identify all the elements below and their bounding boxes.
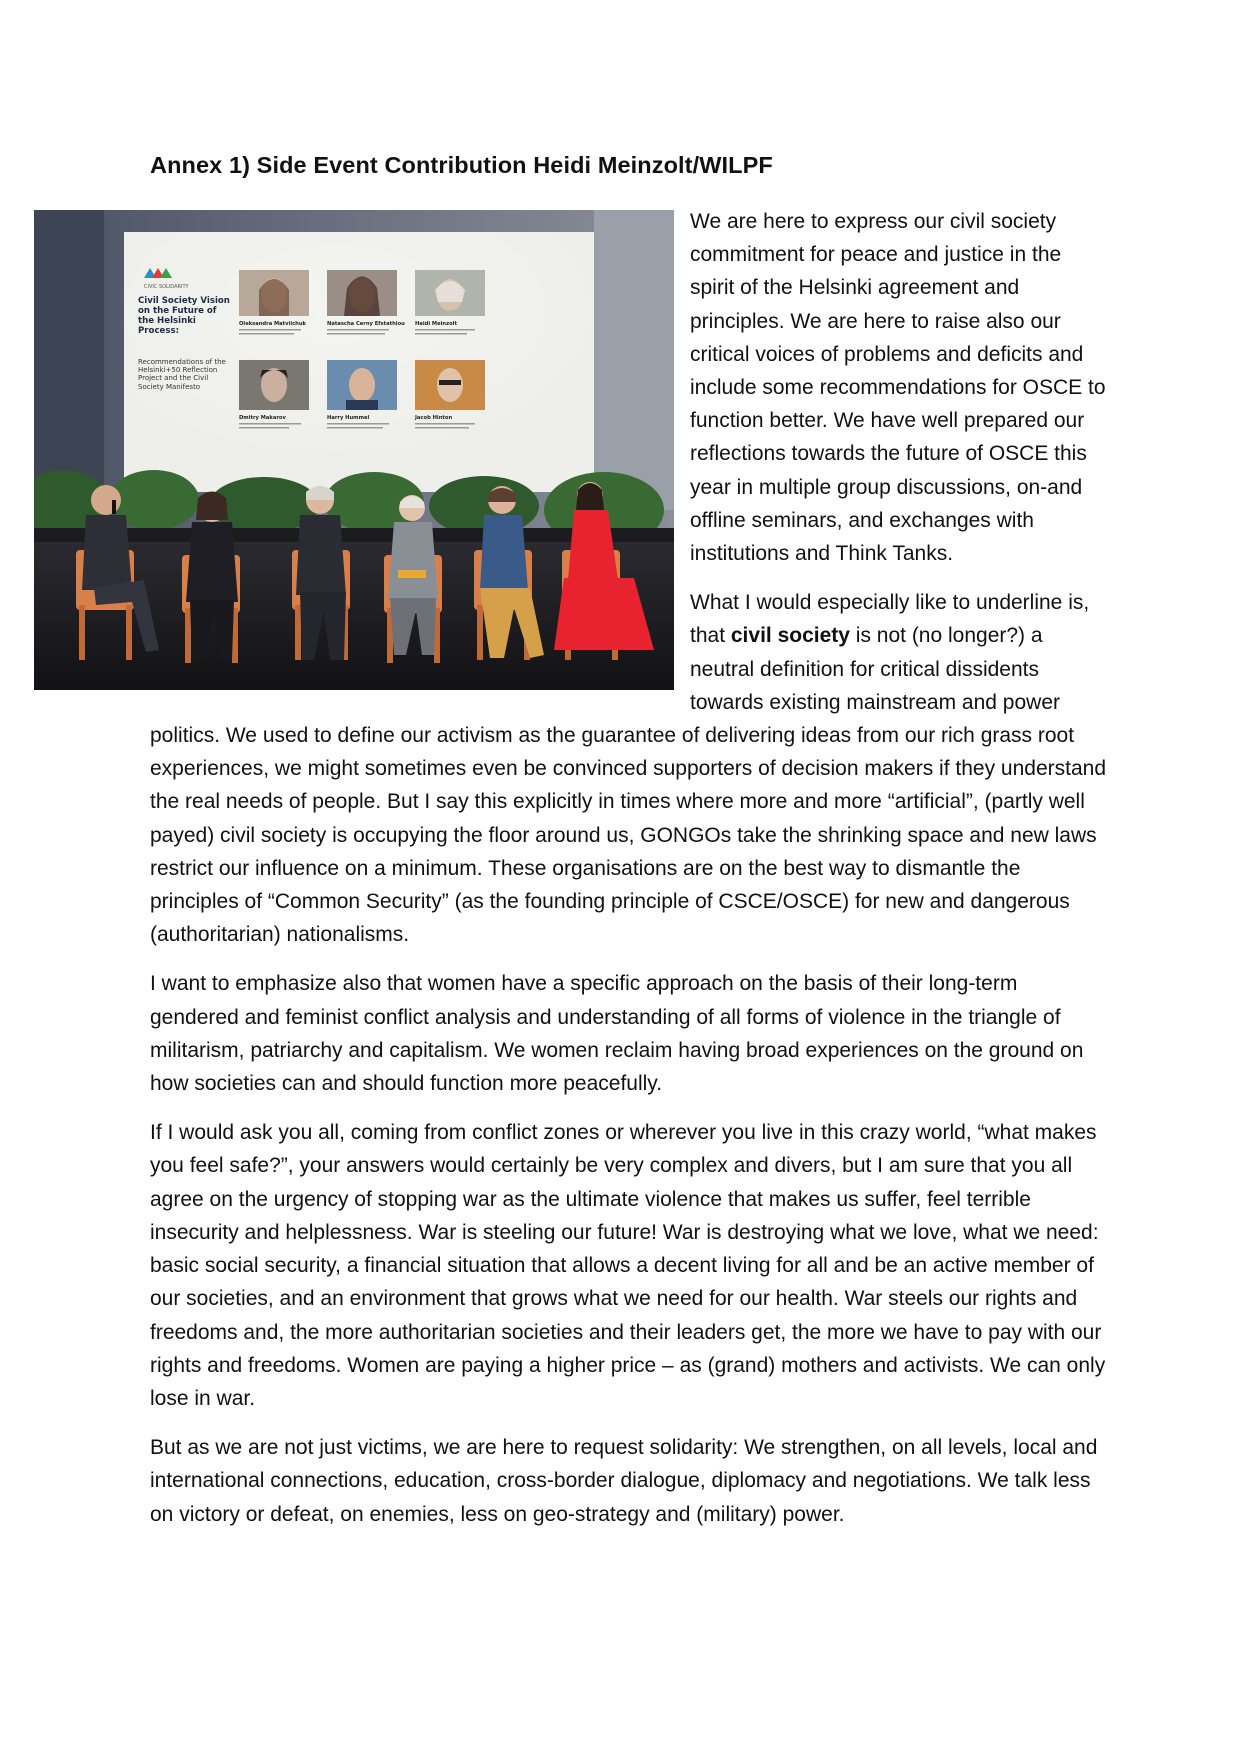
paragraph-2-start: What I would especially like to underline is, that xyxy=(690,591,1090,648)
slide-heading: Civil Society Vision on the Future of the Helsinki Process: xyxy=(138,296,230,336)
paragraph-3: I want to emphasize also that women have a specific approach on the basis of their long-term gendered and feminist conflict analysis and understanding of all forms of violence in the triangle of militarism, patriarchy and capitalism. We women reclaim having broad experiences on the ground on how societies can and should function more peacefully. xyxy=(150,972,1084,1096)
event-photo xyxy=(34,210,674,690)
slide-logo-text: CIVIC SOLIDARITY xyxy=(144,284,189,290)
slide-speaker-name: Oleksandra Matviichuk xyxy=(239,321,307,327)
paragraph-4: If I would ask you all, coming from conflict zones or wherever you live in this crazy world, “what makes you feel safe?”, your answers would certainly be very complex and divers, but I am sure that you all agree on the urgency of stopping war as the ultimate violence that makes us suffer, feel terrible insecurity and helplessness. War is steeling our future! War is destroying what we love, what we need: basic social security, a financial situation that allows a decent living for all and be an active member of our societies, and an environment that grows what we need for our health. War steels our rights and freedoms and, the more authoritarian societies and their leaders get, the more we have to pay with our rights and freedoms. Women are paying a higher price – as (grand) mothers and activists. We can only lose in war. xyxy=(150,1121,1106,1410)
slide-speaker-name: Heidi Meinzolt xyxy=(415,321,457,327)
document-body xyxy=(138,205,1110,1547)
paragraph-1: We are here to express our civil society commitment for peace and justice in the spirit of the Helsinki agreement and principles. We are here to raise also our critical voices of problems and deficits and include some recommendations for OSCE to function better. We have well prepared our reflections towards the future of OSCE this year in multiple group discussions, on-and offline seminars, and exchanges with institutions and Think Tanks. xyxy=(690,210,1106,566)
slide-subheading: Recommendations of the Helsinki+50 Reflection Project and the Civil Society Manifesto xyxy=(138,358,226,391)
paragraph-2-end: is not (no longer?) a neutral definition for critical dissidents towards existing mainstream and power politics. We used to define our activism as the guarantee of delivering ideas from our rich grass root experiences, we might sometimes even be convinced supporters of decision makers if they understand the real needs of people. But I say this explicitly in times where more and more “artificial”, (partly well payed) civil society is occupying the floor around us, GONGOs take the shrinking space and new laws restrict our influence on a minimum. These organisations are on the best way to dismantle the principles of “Common Security” (as the founding principle of CSCE/OSCE) for new and dangerous (authoritarian) nationalisms. xyxy=(150,624,1106,947)
paragraph-5: But as we are not just victims, we are here to request solidarity: We strengthen, on all levels, local and international connections, education, cross-border dialogue, diplomacy and negotiations. We talk less on victory or defeat, on enemies, less on geo-strategy and (military) power. xyxy=(150,1436,1098,1526)
page-title: Annex 1) Side Event Contribution Heidi Meinzolt/WILPF xyxy=(150,152,773,178)
slide-speaker-name: Jacob Hinton xyxy=(415,415,453,421)
slide-speaker-name: Dmitry Makarov xyxy=(239,415,286,421)
slide-speaker-name: Harry Hummel xyxy=(327,415,370,421)
slide-speaker-name: Natascha Cerny Efstathiou xyxy=(327,321,405,327)
bold-term-civil-society: civil society xyxy=(730,624,850,648)
